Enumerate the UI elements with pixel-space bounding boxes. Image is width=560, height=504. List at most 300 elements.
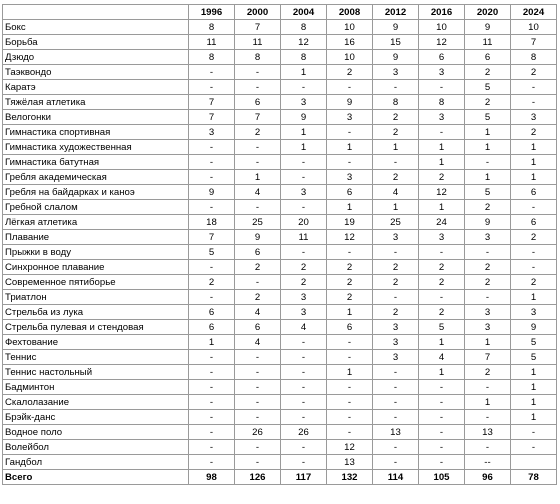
athlete-count: 12 [419, 185, 465, 200]
athlete-count: - [327, 395, 373, 410]
sport-name: Прыжки в воду [3, 245, 189, 260]
athlete-count: 2 [465, 65, 511, 80]
athlete-count: 6 [235, 245, 281, 260]
athlete-count: - [189, 350, 235, 365]
athlete-count: 6 [327, 320, 373, 335]
athlete-count: - [373, 245, 419, 260]
total-value: 96 [465, 470, 511, 485]
athlete-count: 1 [465, 170, 511, 185]
athlete-count: 3 [327, 170, 373, 185]
athlete-count: - [189, 80, 235, 95]
athlete-count: - [189, 455, 235, 470]
table-row [3, 395, 557, 410]
table-row [3, 95, 557, 110]
athlete-count: - [189, 155, 235, 170]
athlete-count: 7 [189, 110, 235, 125]
athlete-count: - [189, 380, 235, 395]
athlete-count: - [373, 365, 419, 380]
athlete-count: 1 [419, 140, 465, 155]
athlete-count: 1 [511, 380, 557, 395]
year-header: 2012 [373, 5, 419, 20]
athlete-count: 1 [465, 335, 511, 350]
athlete-count: - [373, 455, 419, 470]
athlete-count: - [373, 395, 419, 410]
athlete-count: 4 [235, 335, 281, 350]
athlete-count: - [327, 155, 373, 170]
athlete-count: - [235, 410, 281, 425]
sport-name: Тяжёлая атлетика [3, 95, 189, 110]
athlete-count: - [465, 440, 511, 455]
athlete-count: 8 [281, 20, 327, 35]
athlete-count: 7 [235, 20, 281, 35]
athlete-count: 2 [511, 65, 557, 80]
athlete-count: - [189, 395, 235, 410]
athlete-count [511, 455, 557, 470]
total-value: 126 [235, 470, 281, 485]
athlete-count: 2 [465, 365, 511, 380]
sport-name: Скалолазание [3, 395, 189, 410]
sport-name: Гребля академическая [3, 170, 189, 185]
athlete-count: 1 [511, 290, 557, 305]
sport-name: Лёгкая атлетика [3, 215, 189, 230]
athlete-count: - [373, 290, 419, 305]
sport-name: Теннис настольный [3, 365, 189, 380]
athlete-count: - [235, 155, 281, 170]
sport-name: Синхронное плавание [3, 260, 189, 275]
athlete-count: 3 [281, 290, 327, 305]
table-row [3, 245, 557, 260]
athlete-count: - [235, 200, 281, 215]
athlete-count: - [189, 140, 235, 155]
sport-name: Каратэ [3, 80, 189, 95]
sport-name: Фехтование [3, 335, 189, 350]
athlete-count: 6 [235, 95, 281, 110]
athlete-count: - [235, 455, 281, 470]
athlete-count: 9 [511, 320, 557, 335]
athlete-count: 6 [235, 320, 281, 335]
athlete-count: 1 [327, 200, 373, 215]
athlete-count: - [511, 80, 557, 95]
athlete-count: 1 [419, 335, 465, 350]
athlete-count: 8 [419, 95, 465, 110]
athlete-count: 1 [511, 170, 557, 185]
athlete-count: 1 [281, 140, 327, 155]
athlete-count: 1 [327, 305, 373, 320]
athlete-count: 3 [511, 110, 557, 125]
sport-name: Брэйк-данс [3, 410, 189, 425]
athlete-count: - [419, 455, 465, 470]
header-row [3, 5, 557, 20]
athlete-count: 3 [419, 230, 465, 245]
athlete-count: 13 [373, 425, 419, 440]
athlete-count: - [235, 80, 281, 95]
athlete-count: 2 [419, 260, 465, 275]
sport-name: Велогонки [3, 110, 189, 125]
athlete-count: 2 [373, 170, 419, 185]
athlete-count: 3 [281, 185, 327, 200]
athlete-count: 9 [465, 20, 511, 35]
athlete-count: - [189, 65, 235, 80]
athlete-count: 10 [511, 20, 557, 35]
table-row [3, 440, 557, 455]
athlete-count: -- [465, 455, 511, 470]
athlete-count: 4 [235, 305, 281, 320]
athlete-count: - [327, 425, 373, 440]
athlete-count: 10 [327, 20, 373, 35]
table-row [3, 350, 557, 365]
athlete-count: 2 [281, 260, 327, 275]
athlete-count: 13 [465, 425, 511, 440]
athlete-count: 8 [511, 50, 557, 65]
athlete-count: 2 [189, 275, 235, 290]
athlete-count: 1 [419, 365, 465, 380]
athlete-count: - [419, 440, 465, 455]
athlete-count: - [511, 200, 557, 215]
athlete-count: - [419, 125, 465, 140]
table-row [3, 65, 557, 80]
total-value: 132 [327, 470, 373, 485]
athlete-count: 6 [465, 50, 511, 65]
athlete-count: - [189, 290, 235, 305]
athlete-count: 2 [373, 260, 419, 275]
athlete-count: - [511, 440, 557, 455]
athlete-count: 5 [189, 245, 235, 260]
athlete-count: 1 [281, 65, 327, 80]
athlete-count: 9 [465, 215, 511, 230]
total-label: Всего [3, 470, 189, 485]
athlete-count: 5 [465, 185, 511, 200]
athlete-count: 8 [235, 50, 281, 65]
athlete-count: 8 [281, 50, 327, 65]
table-row [3, 455, 557, 470]
athlete-count: - [327, 80, 373, 95]
athlete-count: - [189, 425, 235, 440]
sport-name: Волейбол [3, 440, 189, 455]
table-row [3, 80, 557, 95]
athlete-count: - [281, 170, 327, 185]
table-row [3, 335, 557, 350]
year-header: 2020 [465, 5, 511, 20]
athlete-count: 1 [511, 410, 557, 425]
table-row [3, 170, 557, 185]
year-header: 2004 [281, 5, 327, 20]
athlete-count: 2 [235, 290, 281, 305]
sport-name: Гимнастика батутная [3, 155, 189, 170]
athlete-count: 1 [465, 395, 511, 410]
athletes-table-container [2, 4, 557, 485]
year-header: 2000 [235, 5, 281, 20]
athlete-count: - [235, 365, 281, 380]
sport-name: Бокс [3, 20, 189, 35]
athlete-count: 1 [465, 125, 511, 140]
athlete-count: - [281, 155, 327, 170]
total-value: 98 [189, 470, 235, 485]
sport-name: Триатлон [3, 290, 189, 305]
athlete-count: 1 [281, 125, 327, 140]
athlete-count: 1 [511, 365, 557, 380]
sport-name: Современное пятиборье [3, 275, 189, 290]
athletes-by-sport-table [2, 4, 557, 485]
athlete-count: 3 [419, 65, 465, 80]
athlete-count: - [465, 155, 511, 170]
athlete-count: - [419, 410, 465, 425]
athlete-count: - [327, 245, 373, 260]
sport-name: Бадминтон [3, 380, 189, 395]
athlete-count: 3 [373, 320, 419, 335]
athlete-count: 9 [189, 185, 235, 200]
athlete-count: 2 [281, 275, 327, 290]
sport-name: Гребной слалом [3, 200, 189, 215]
athlete-count: 9 [373, 20, 419, 35]
athlete-count: 3 [373, 335, 419, 350]
athlete-count: 25 [373, 215, 419, 230]
athlete-count: 2 [465, 95, 511, 110]
athlete-count: 7 [189, 230, 235, 245]
athlete-count: 2 [419, 170, 465, 185]
athlete-count: 1 [419, 200, 465, 215]
athlete-count: 6 [511, 185, 557, 200]
total-value: 117 [281, 470, 327, 485]
athlete-count: 3 [373, 65, 419, 80]
athlete-count: - [465, 380, 511, 395]
athlete-count: 11 [189, 35, 235, 50]
athlete-count: 9 [373, 50, 419, 65]
athlete-count: 1 [511, 155, 557, 170]
athlete-count: - [281, 410, 327, 425]
athlete-count: - [419, 395, 465, 410]
athlete-count: - [235, 440, 281, 455]
athlete-count: - [235, 275, 281, 290]
year-header: 1996 [189, 5, 235, 20]
sport-name: Теннис [3, 350, 189, 365]
sport-name: Дзюдо [3, 50, 189, 65]
athlete-count: 2 [235, 260, 281, 275]
athlete-count: 24 [419, 215, 465, 230]
total-value: 105 [419, 470, 465, 485]
table-row [3, 320, 557, 335]
athlete-count: 1 [327, 365, 373, 380]
athlete-count: - [419, 380, 465, 395]
athlete-count: 2 [373, 305, 419, 320]
athlete-count: 18 [189, 215, 235, 230]
athlete-count: - [373, 80, 419, 95]
athlete-count: - [327, 335, 373, 350]
athlete-count: - [373, 410, 419, 425]
athlete-count: 1 [511, 140, 557, 155]
athlete-count: - [465, 410, 511, 425]
athlete-count: - [235, 140, 281, 155]
table-row [3, 230, 557, 245]
athlete-count: 12 [281, 35, 327, 50]
athlete-count: - [281, 365, 327, 380]
athlete-count: - [419, 245, 465, 260]
athlete-count: 5 [465, 80, 511, 95]
athlete-count: 2 [511, 125, 557, 140]
table-row [3, 125, 557, 140]
athlete-count: - [373, 380, 419, 395]
athlete-count: - [419, 290, 465, 305]
athlete-count: 3 [419, 110, 465, 125]
athlete-count: - [189, 440, 235, 455]
athlete-count: 2 [419, 275, 465, 290]
athlete-count: - [235, 65, 281, 80]
athlete-count: 6 [189, 305, 235, 320]
athlete-count: 2 [465, 275, 511, 290]
athlete-count: 2 [373, 110, 419, 125]
athlete-count: 7 [235, 110, 281, 125]
athlete-count: 2 [511, 275, 557, 290]
athlete-count: - [235, 380, 281, 395]
table-row [3, 200, 557, 215]
athlete-count: - [511, 95, 557, 110]
table-row [3, 35, 557, 50]
athlete-count: - [511, 260, 557, 275]
athlete-count: 5 [419, 320, 465, 335]
sport-name: Стрельба пулевая и стендовая [3, 320, 189, 335]
year-header: 2024 [511, 5, 557, 20]
athlete-count: 6 [511, 215, 557, 230]
athlete-count: 8 [189, 20, 235, 35]
athlete-count: 1 [511, 395, 557, 410]
athlete-count: - [511, 425, 557, 440]
athlete-count: 1 [235, 170, 281, 185]
athlete-count: - [419, 80, 465, 95]
athlete-count: 7 [189, 95, 235, 110]
athlete-count: - [373, 155, 419, 170]
athlete-count: 11 [281, 230, 327, 245]
athlete-count: - [189, 365, 235, 380]
athlete-count: 3 [373, 350, 419, 365]
athlete-count: - [511, 245, 557, 260]
athlete-count: 1 [327, 140, 373, 155]
athlete-count: 1 [465, 140, 511, 155]
athlete-count: 6 [327, 185, 373, 200]
athlete-count: - [235, 350, 281, 365]
athlete-count: 1 [189, 335, 235, 350]
athlete-count: - [327, 410, 373, 425]
athlete-count: 4 [281, 320, 327, 335]
athlete-count: 9 [327, 95, 373, 110]
athlete-count: 2 [327, 290, 373, 305]
table-row [3, 20, 557, 35]
athlete-count: - [327, 380, 373, 395]
table-row [3, 155, 557, 170]
athlete-count: 20 [281, 215, 327, 230]
athlete-count: 3 [511, 305, 557, 320]
athlete-count: - [281, 245, 327, 260]
table-row [3, 185, 557, 200]
athlete-count: - [465, 245, 511, 260]
athlete-count: 1 [373, 140, 419, 155]
table-row [3, 260, 557, 275]
athlete-count: 13 [327, 455, 373, 470]
athlete-count: - [281, 80, 327, 95]
athlete-count: 5 [465, 110, 511, 125]
athlete-count: 2 [327, 275, 373, 290]
table-row [3, 215, 557, 230]
sport-name: Гандбол [3, 455, 189, 470]
athlete-count: 6 [189, 320, 235, 335]
sport-name: Борьба [3, 35, 189, 50]
sport-name: Таэквондо [3, 65, 189, 80]
athlete-count: 7 [511, 35, 557, 50]
table-row [3, 305, 557, 320]
athlete-count: 10 [419, 20, 465, 35]
athlete-count: 7 [465, 350, 511, 365]
athlete-count: 6 [419, 50, 465, 65]
athlete-count: 3 [465, 320, 511, 335]
table-row [3, 290, 557, 305]
athlete-count: 10 [327, 50, 373, 65]
athlete-count: 26 [281, 425, 327, 440]
sport-name: Водное поло [3, 425, 189, 440]
athlete-count: 4 [373, 185, 419, 200]
table-row [3, 410, 557, 425]
sport-name: Плавание [3, 230, 189, 245]
athlete-count: 4 [235, 185, 281, 200]
table-row [3, 365, 557, 380]
athlete-count: 3 [189, 125, 235, 140]
athlete-count: - [235, 395, 281, 410]
sport-name: Стрельба из лука [3, 305, 189, 320]
athlete-count: 5 [511, 350, 557, 365]
athlete-count: 3 [465, 305, 511, 320]
athlete-count: - [373, 440, 419, 455]
athlete-count: - [281, 455, 327, 470]
athlete-count: - [327, 125, 373, 140]
athlete-count: - [419, 425, 465, 440]
athlete-count: 2 [511, 230, 557, 245]
year-header: 2016 [419, 5, 465, 20]
total-value: 114 [373, 470, 419, 485]
athlete-count: 2 [373, 125, 419, 140]
athlete-count: - [189, 260, 235, 275]
athlete-count: 8 [189, 50, 235, 65]
athlete-count: 3 [281, 95, 327, 110]
sport-name: Гребля на байдарках и каноэ [3, 185, 189, 200]
athlete-count: 3 [373, 230, 419, 245]
total-row [3, 470, 557, 485]
athlete-count: - [281, 380, 327, 395]
table-row [3, 275, 557, 290]
athlete-count: - [189, 170, 235, 185]
athlete-count: 4 [419, 350, 465, 365]
athlete-count: - [281, 335, 327, 350]
athlete-count: - [281, 200, 327, 215]
athlete-count: 11 [465, 35, 511, 50]
athlete-count: 2 [327, 65, 373, 80]
athlete-count: - [327, 350, 373, 365]
athlete-count: - [189, 200, 235, 215]
athlete-count: 8 [373, 95, 419, 110]
athlete-count: 19 [327, 215, 373, 230]
athlete-count: - [281, 440, 327, 455]
athlete-count: 9 [235, 230, 281, 245]
athlete-count: - [281, 395, 327, 410]
athlete-count: 9 [281, 110, 327, 125]
athlete-count: 25 [235, 215, 281, 230]
athlete-count: - [465, 290, 511, 305]
table-row [3, 140, 557, 155]
athlete-count: 2 [465, 260, 511, 275]
athlete-count: 3 [281, 305, 327, 320]
sport-name: Гимнастика спортивная [3, 125, 189, 140]
total-value: 78 [511, 470, 557, 485]
table-row [3, 380, 557, 395]
table-row [3, 425, 557, 440]
athlete-count: 3 [465, 230, 511, 245]
athlete-count: 12 [327, 440, 373, 455]
